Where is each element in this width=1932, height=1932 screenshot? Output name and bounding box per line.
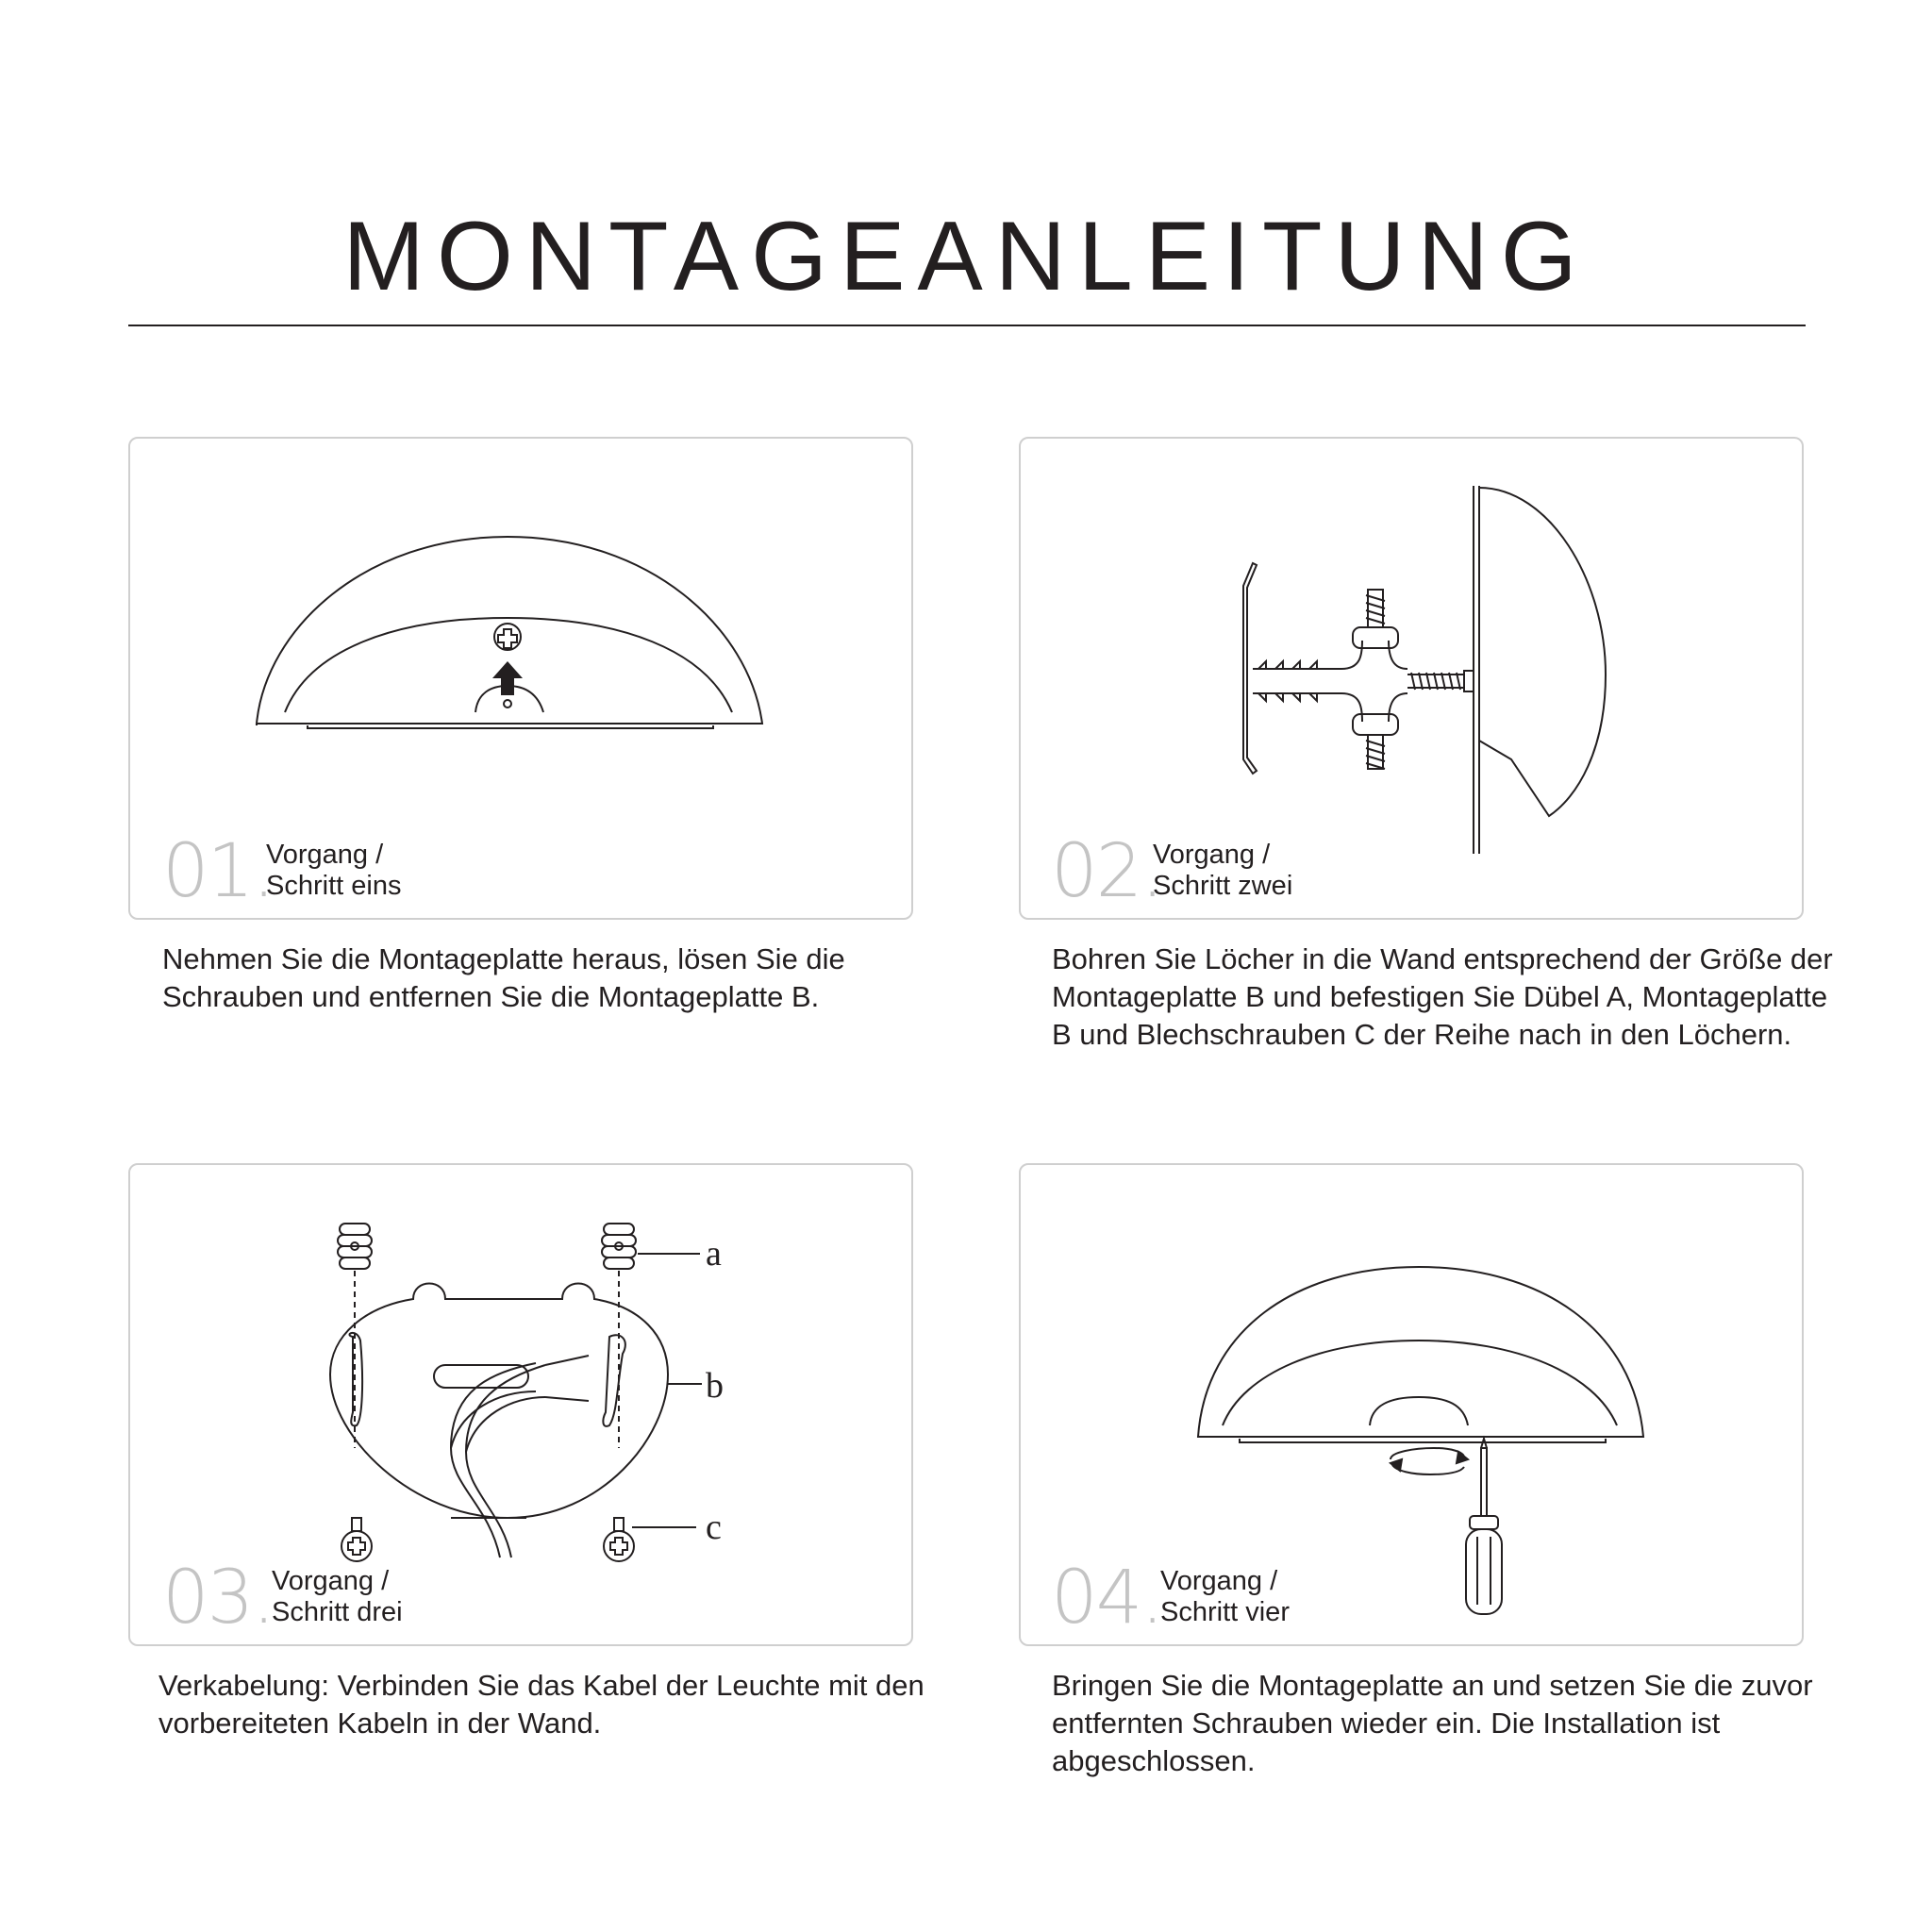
step-4-description-line: abgeschlossen. — [1052, 1744, 1256, 1777]
step-1-label — [266, 840, 401, 902]
step-3-description-line: vorbereiteten Kabeln in der Wand. — [158, 1707, 602, 1740]
step-4-description-line: entfernten Schrauben wieder ein. Die Installation ist — [1052, 1707, 1721, 1740]
step-4-label — [1160, 1566, 1290, 1628]
screwdriver-icon — [1466, 1439, 1502, 1614]
callout-a: a — [706, 1234, 722, 1274]
step-2-description-line: Bohren Sie Löcher in die Wand entsprechend der Größe der — [1052, 942, 1833, 975]
step-2-label-line2: Schritt zwei — [1153, 871, 1293, 901]
lamp-side-view — [1474, 486, 1606, 854]
mounting-plate-back — [330, 1284, 668, 1519]
step-4-number: 04. — [1051, 1556, 1163, 1641]
step-1-label-line1: Vorgang / — [266, 840, 384, 870]
callout-b: b — [706, 1366, 724, 1406]
step-1-description — [162, 941, 974, 1016]
wall-anchor-icon — [338, 1224, 636, 1269]
step-4-label-line1: Vorgang / — [1160, 1566, 1278, 1596]
arrow-up-icon — [492, 661, 523, 695]
step-2-description-line: Montageplatte B und befestigen Sie Dübel A, Montageplatte — [1052, 980, 1828, 1013]
step-3-label — [272, 1566, 403, 1628]
page-title: MONTAGEANLEITUNG — [342, 201, 1590, 311]
screw-icon — [494, 624, 521, 650]
rotate-arrows-icon — [1391, 1448, 1468, 1474]
step-3-description — [158, 1667, 970, 1742]
step-1-label-line2: Schritt eins — [266, 871, 402, 901]
step-2-label-line1: Vorgang / — [1153, 840, 1271, 870]
step-1-panel — [128, 437, 913, 920]
title-divider — [128, 325, 1806, 326]
step-2-description-line: B und Blechschrauben C der Reihe nach in den Löchern. — [1052, 1018, 1792, 1051]
step-3-number: 03. — [162, 1556, 275, 1641]
lamp-dome-front-view — [257, 537, 762, 728]
step-1-number: 01. — [162, 829, 275, 914]
step-3-description-line: Verkabelung: Verbinden Sie das Kabel der Leuchte mit den — [158, 1669, 924, 1702]
step-3-label-line1: Vorgang / — [272, 1566, 390, 1596]
step-2-panel — [1019, 437, 1804, 920]
step-2-description — [1052, 941, 1863, 1054]
step-4-label-line2: Schritt vier — [1160, 1597, 1290, 1627]
callout-c: c — [706, 1507, 722, 1547]
step-1-description-line: Schrauben und entfernen Sie die Montageplatte B. — [162, 980, 820, 1013]
wall-anchor-icon — [1253, 627, 1407, 735]
lamp-dome-front-view — [1198, 1267, 1643, 1442]
step-4-description — [1052, 1667, 1863, 1780]
dashed-guides — [355, 1271, 619, 1448]
step-3-panel — [128, 1163, 913, 1646]
step-1-description-line: Nehmen Sie die Montageplatte heraus, lösen Sie die — [162, 942, 845, 975]
step-4-panel — [1019, 1163, 1804, 1646]
screw-thread-icon — [1366, 590, 1474, 769]
step-2-number: 02. — [1051, 829, 1163, 914]
step-3-label-line2: Schritt drei — [272, 1597, 403, 1627]
cable-icon — [451, 1356, 589, 1557]
step-4-description-line: Bringen Sie die Montageplatte an und setzen Sie die zuvor — [1052, 1669, 1813, 1702]
step-2-label — [1153, 840, 1292, 902]
